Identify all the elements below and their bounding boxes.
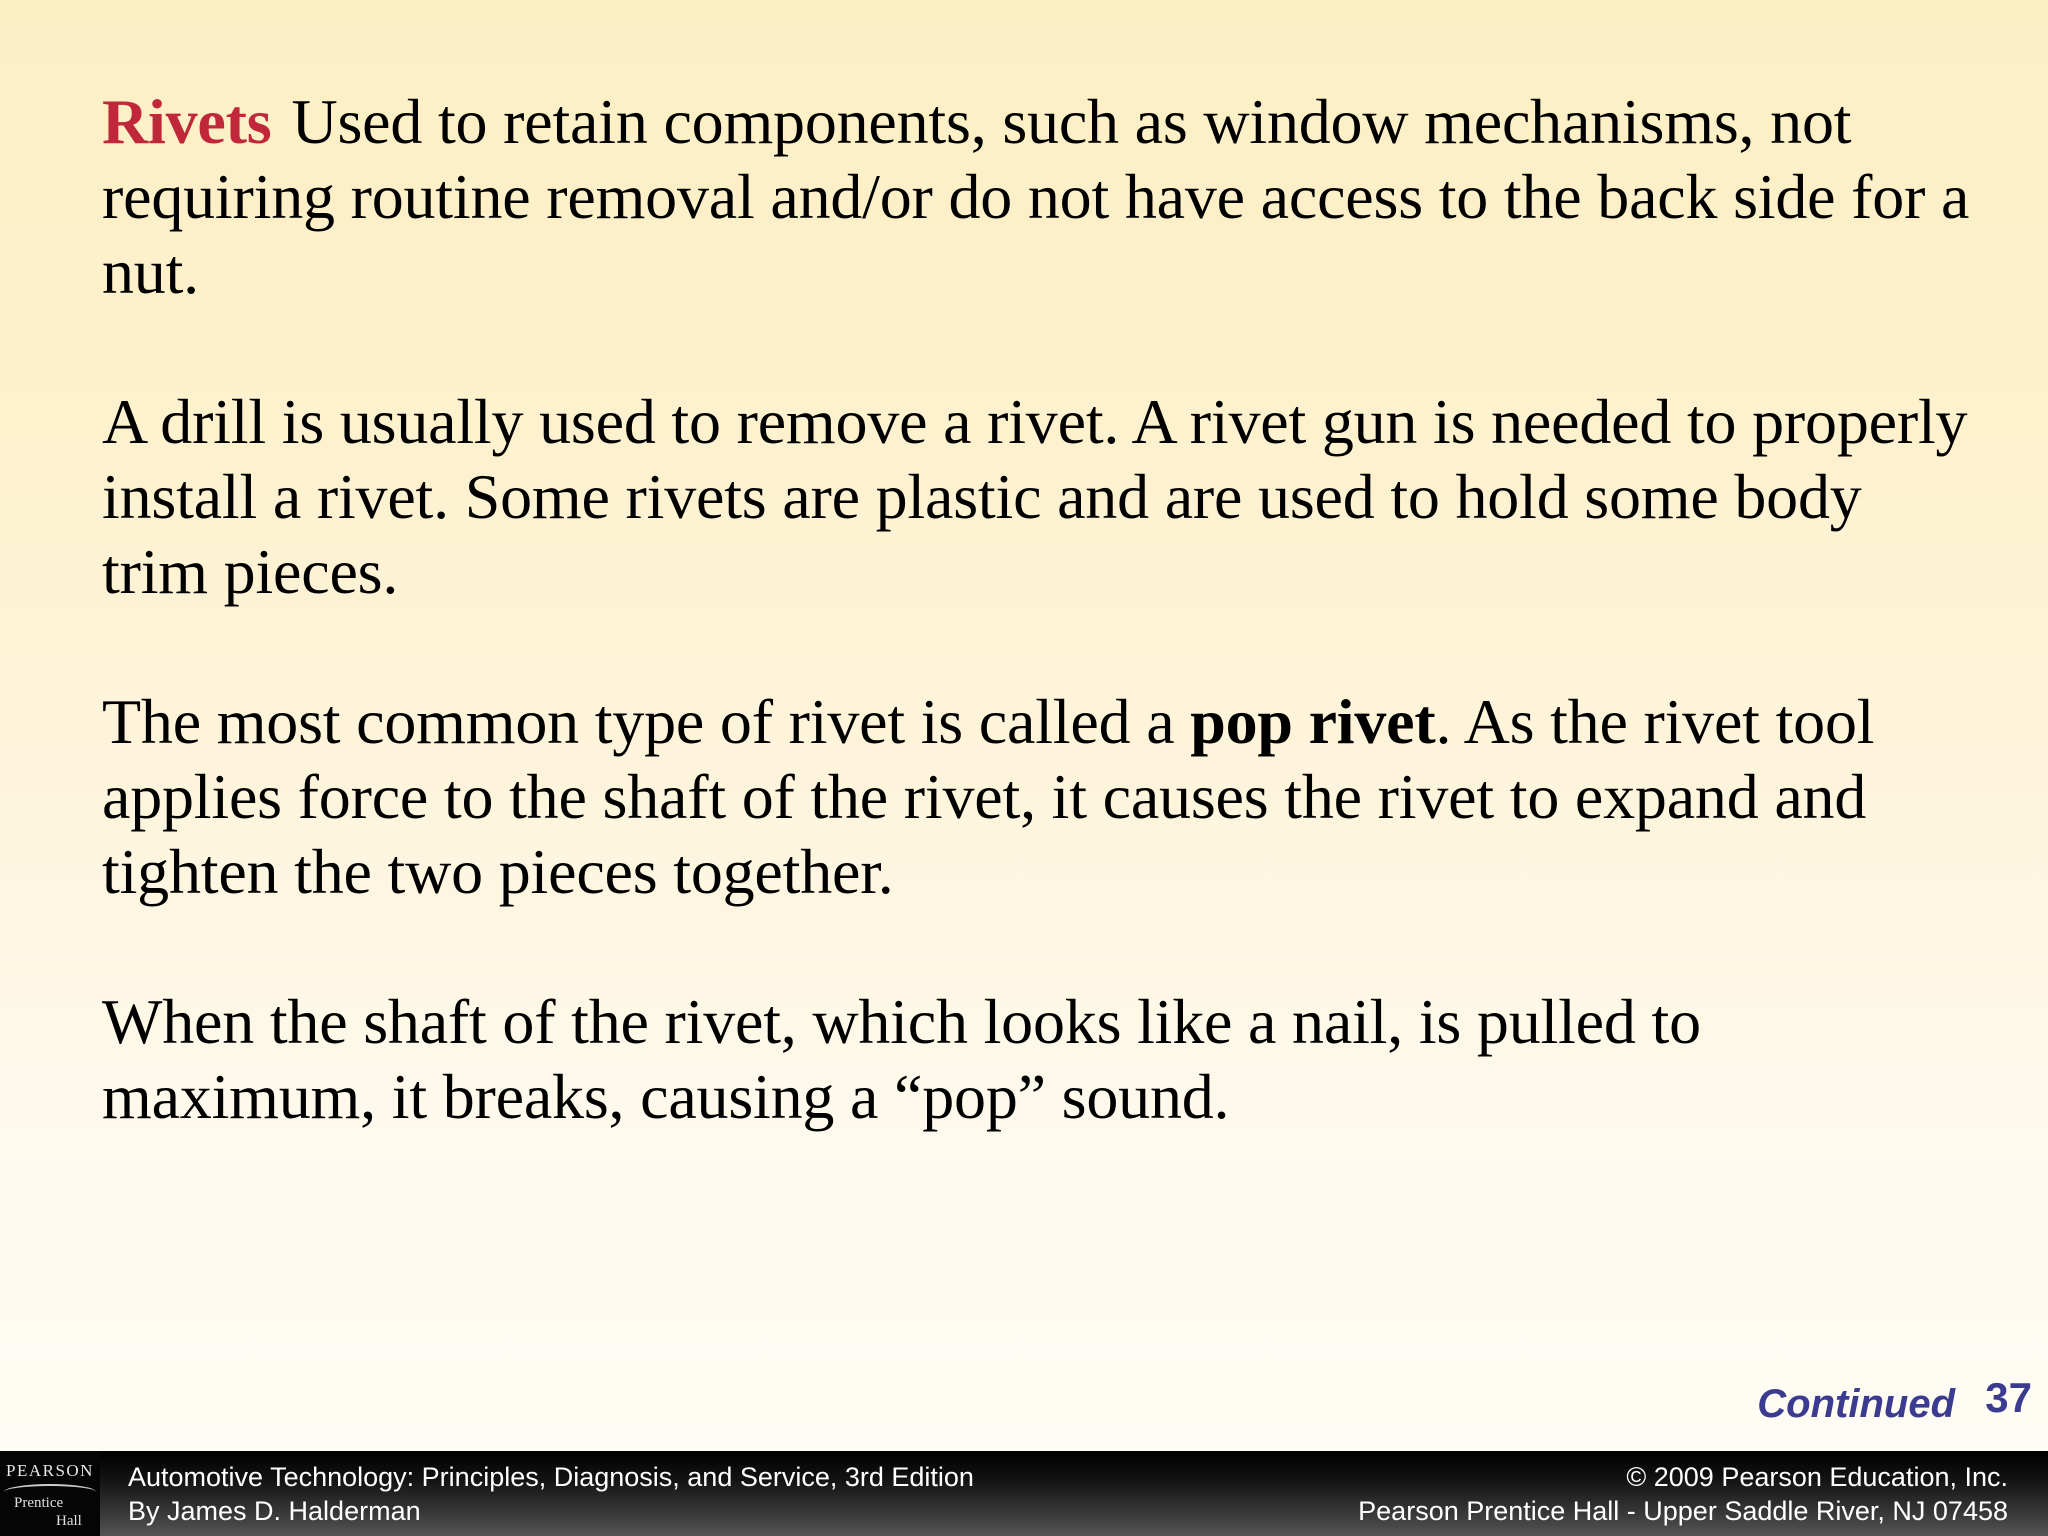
footer-bar bbox=[0, 1451, 2048, 1536]
paragraph-text: A drill is usually used to remove a rivet. A rivet gun is needed to properly install a rivet. Some rivets are plastic and are used to hold some body trim pieces. bbox=[102, 386, 1968, 607]
paragraph-text: When the shaft of the rivet, which looks like a nail, is pulled to maximum, it breaks, causing a “pop” sound. bbox=[102, 986, 1701, 1132]
logo-text-pearson: PEARSON bbox=[6, 1461, 94, 1480]
paragraph-rivets-definition bbox=[102, 84, 1982, 309]
book-author: By James D. Halderman bbox=[128, 1496, 421, 1526]
logo-text-hall: Hall bbox=[56, 1513, 82, 1529]
continued-label: Continued bbox=[1757, 1382, 1955, 1426]
copyright-notice: © 2009 Pearson Education, Inc. bbox=[1626, 1462, 2008, 1492]
slide-body bbox=[102, 84, 1982, 1209]
paragraph-text-after: . As the rivet tool applies force to the shaft of the rivet, it causes the rivet to expand and tighten the two pieces together. bbox=[102, 686, 1875, 907]
term-pop-rivet: pop rivet bbox=[1190, 686, 1436, 757]
paragraph-text: Used to retain components, such as window mechanisms, not requiring routine removal and/or do not have access to the back side for a nut. bbox=[102, 86, 1970, 307]
book-title: Automotive Technology: Principles, Diagnosis, and Service, 3rd Edition bbox=[128, 1462, 974, 1492]
term-rivets: Rivets bbox=[102, 86, 272, 157]
paragraph-pop-rivet bbox=[102, 684, 1982, 909]
footer-book-info bbox=[128, 1460, 974, 1528]
footer-publisher-info bbox=[1358, 1460, 2008, 1528]
publisher-address: Pearson Prentice Hall - Upper Saddle River, NJ 07458 bbox=[1358, 1496, 2008, 1526]
paragraph-pop-sound bbox=[102, 984, 1982, 1134]
logo-text-prentice: Prentice bbox=[14, 1495, 64, 1511]
paragraph-drill-removal bbox=[102, 384, 1982, 609]
paragraph-text-before: The most common type of rivet is called a bbox=[102, 686, 1191, 757]
page-number: 37 bbox=[1985, 1374, 2032, 1421]
pearson-prentice-hall-logo bbox=[0, 1451, 100, 1536]
